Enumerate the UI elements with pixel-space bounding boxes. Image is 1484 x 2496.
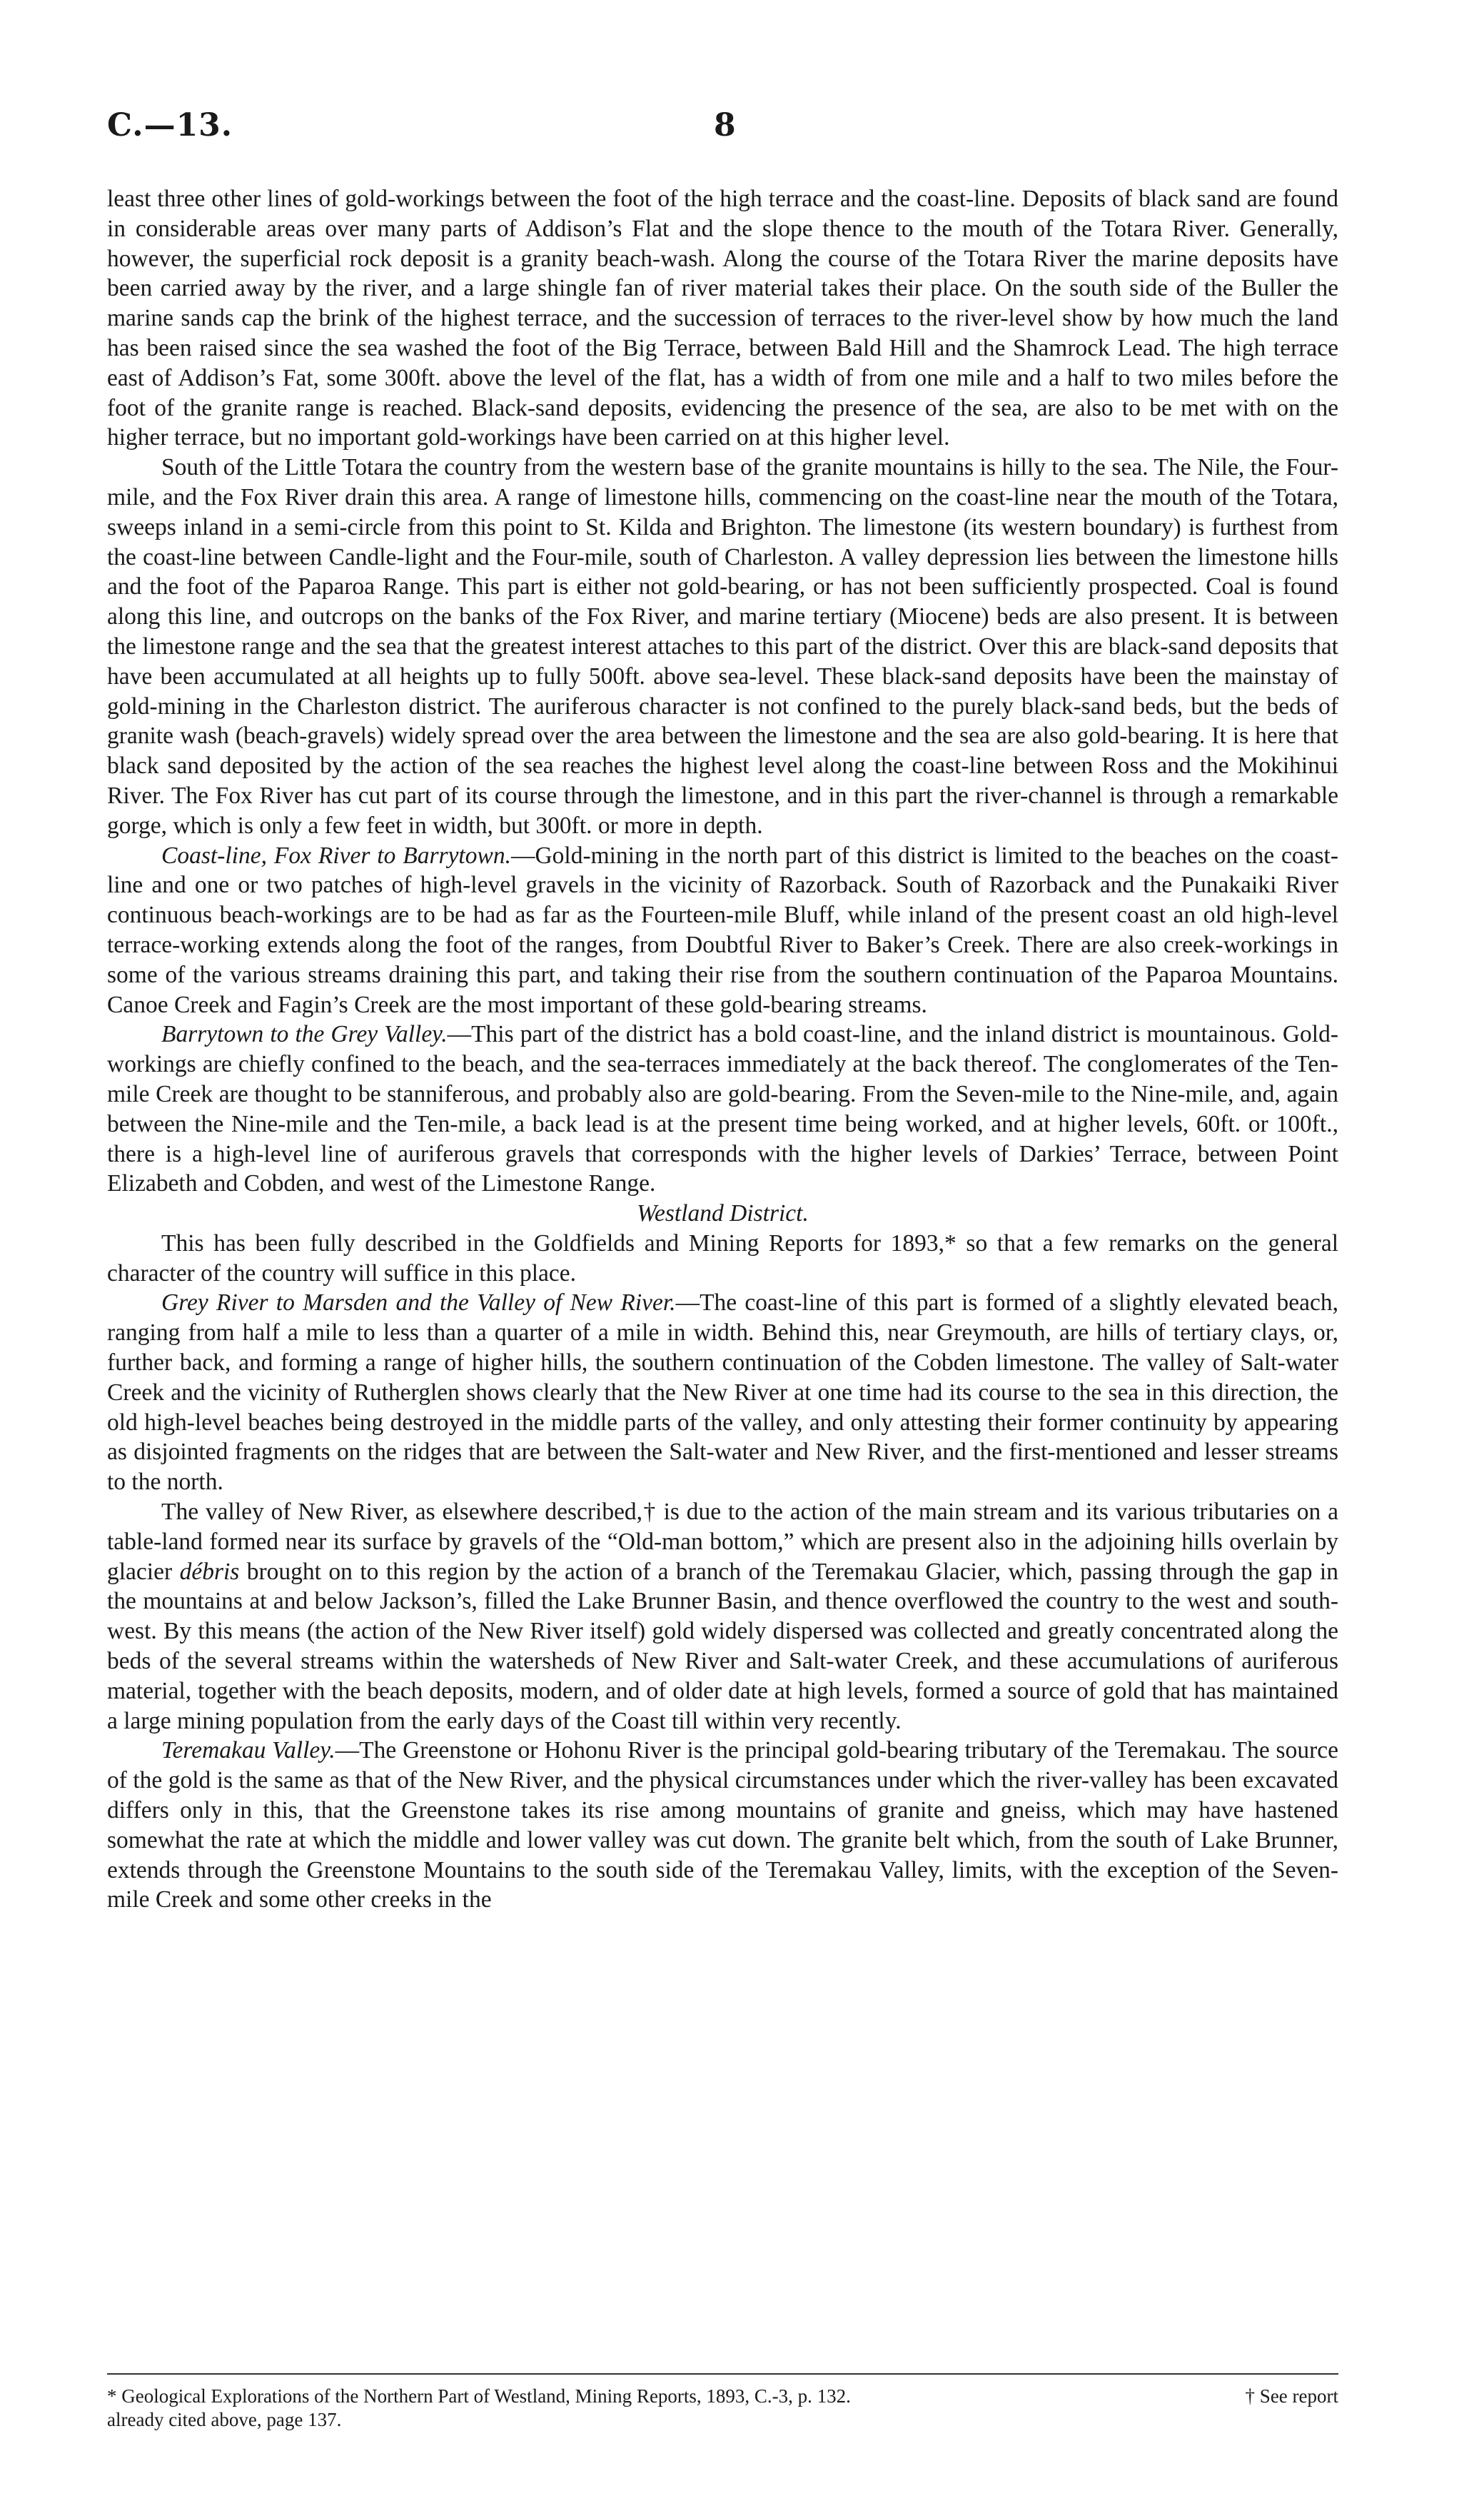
footnote-text: * Geological Explorations of the Northern Part of Westland, Mining Reports, 1893, C.-3, p. 132.: [107, 2385, 851, 2407]
paragraph-text: —Gold-mining in the north part of this district is limited to the beaches on the coast-line and one or two patches of high-level gravels in the vicinity of Razorback. South of Razorback and the Punakaiki River continuous beach-workings are to be had as far as the Fourteen-mile Bluff, while inland of the present coast an old high-level terrace-working extends along the foot of the ranges, from Doubtful River to Baker’s Creek. There are also creek-workings in some of the various streams draining this part, and taking their rise from the southern continuation of the Paparoa Mountains. Canoe Creek and Fagin’s Creek are the most important of these gold-bearing streams.: [107, 842, 1338, 1018]
paragraph-text: brought on to this region by the action of a branch of the Teremakau Glacier, which, passing through the gap in the mountains at and below Jackson’s, filled the Lake Brunner Basin, and thence overflowed the country to the west and south-west. By this means (the action of the New River itself) gold widely dispersed was collected and greatly concentrated along the beds of the several streams within the watersheds of New River and Salt-water Creek, and these accumulations of auriferous material, together with the beach deposits, modern, and of older date at high levels, formed a source of gold that has maintained a large mining population from the early days of the Coast till within very recently.: [107, 1558, 1338, 1734]
paragraph-text: —This part of the district has a bold coast-line, and the inland district is mountainous. Gold-workings are chiefly confined to the beach, and the sea-terraces immediately at the back thereof. The conglomerates of the Ten-mile Creek are thought to be stanniferous, and probably also are gold-bearing. From the Seven-mile to the Nine-mile, and, again between the Nine-mile and the Ten-mile, a back lead is at the present time being worked, and at higher levels, 60ft. or 100ft., there is a high-level line of auriferous gravels that corresponds with the higher levels of Darkies’ Terrace, between Point Elizabeth and Cobden, and west of the Limestone Range.: [107, 1021, 1338, 1197]
body-text: [107, 184, 1338, 1915]
page-number: 8: [714, 107, 736, 144]
paragraph: This has been fully described in the Goldfields and Mining Reports for 1893,* so that a few remarks on the general character of the country will suffice in this place.: [107, 1229, 1338, 1287]
paragraph: [107, 1288, 1338, 1497]
footnote-divider: [107, 2373, 1338, 2375]
paragraph: [107, 1020, 1338, 1199]
paragraph-heading: Teremakau Valley.: [161, 1737, 335, 1764]
footnote-text: already cited above, page 137.: [107, 2409, 342, 2430]
section-title: Westland District.: [637, 1200, 809, 1227]
footnote: [107, 2408, 1338, 2432]
document-reference: C.—13.: [107, 107, 233, 144]
paragraph: least three other lines of gold-workings between the foot of the high terrace and the coast-line. Deposits of black sand are found in considerable areas over many parts of Addison’s Flat and the slope thence to the mouth of the Totara River. Generally, however, the superficial rock deposit is a granity beach-wash. Along the course of the Totara River the marine deposits have been carried away by the river, and a large shingle fan of river material takes their place. On the south side of the Buller the marine sands cap the brink of the highest terrace, and the succession of terraces to the river-level show by how much the land has been raised since the sea washed the foot of the Big Terrace, between Bald Hill and the Shamrock Lead. The high terrace east of Addison’s Fat, some 300ft. above the level of the flat, has a width of from one mile and a half to two miles before the foot of the granite range is reached. Black-sand deposits, evidencing the presence of the sea, are also to be met with on the higher terrace, but no important gold-workings have been carried on at this higher level.: [107, 186, 1338, 451]
paragraph: [107, 1497, 1338, 1736]
page-header: [107, 107, 1338, 157]
paragraph-text: —The Greenstone or Hohonu River is the principal gold-bearing tributary of the Teremakau. The source of the gold is the same as that of the New River, and the physical circumstances under which the river-valley has been excavated differs only in this, that the Greenstone takes its rise among mountains of granite and gneiss, which may have hastened somewhat the rate at which the middle and lower valley was cut down. The granite belt which, from the south of Lake Brunner, extends through the Greenstone Mountains to the south side of the Teremakau Valley, limits, with the exception of the Seven-mile Creek and some other creeks in the: [107, 1737, 1338, 1913]
footnote: [107, 2385, 1338, 2408]
paragraph: [107, 1736, 1338, 1915]
footnote-text: † See report: [1245, 2385, 1338, 2407]
paragraph: South of the Little Totara the country from the western base of the granite mountains is hilly to the sea. The Nile, the Four-mile, and the Fox River drain this area. A range of limestone hills, commencing on the coast-line near the mouth of the Totara, sweeps inland in a semi-circle from this point to St. Kilda and Brighton. The limestone (its western boundary) is furthest from the coast-line between Candle-light and the Four-mile, south of Charleston. A valley depression lies between the limestone hills and the foot of the Paparoa Range. This part is either not gold-bearing, or has not been sufficiently prospected. Coal is found along this line, and outcrops on the banks of the Fox River, and marine tertiary (Miocene) beds are also present. It is between the limestone range and the sea that the greatest interest attaches to this part of the district. Over this are black-sand deposits that have been accumulated at all heights up to fully 500ft. above sea-level. These black-sand deposits have been the mainstay of gold-mining in the Charleston district. The auriferous character is not confined to the purely black-sand beds, but the beds of granite wash (beach-gravels) widely spread over the area between the limestone and the sea are also gold-bearing. It is here that black sand deposited by the action of the sea reaches the highest level along the coast-line between Ross and the Mokihinui River. The Fox River has cut part of its course through the limestone, and in this part the river-channel is through a remarkable gorge, which is only a few feet in width, but 300ft. or more in depth.: [107, 454, 1338, 839]
paragraph: [107, 841, 1338, 1020]
italic-term: débris: [179, 1558, 240, 1585]
paragraph-text: —The coast-line of this part is formed of a slightly elevated beach, ranging from half a mile to less than a quarter of a mile in width. Behind this, near Greymouth, are hills of tertiary clays, or, further back, and forming a range of higher hills, the southern continuation of the Cobden limestone. The valley of Salt-water Creek and the vicinity of Rutherglen shows clearly that the New River at one time had its course to the sea in this direction, the old high-level beaches being destroyed in the middle parts of the valley, and only attesting their former continuity by appearing as disjointed fragments on the ridges that are between the Salt-water and New River, and the first-mentioned and lesser streams to the north.: [107, 1289, 1338, 1496]
footnotes: [107, 2385, 1338, 2432]
paragraph-heading: Grey River to Marsden and the Valley of New River.: [161, 1289, 676, 1317]
document-page: [107, 107, 1338, 2442]
paragraph-text: The valley of New River, as elsewhere described,† is due to the action of the main stream and its various tributaries on a table-land formed near its surface by gravels of the “Old-man bottom,” which are present also in the adjoining hills overlain by glacier: [107, 1499, 1338, 1585]
paragraph-heading: Barrytown to the Grey Valley.: [161, 1021, 448, 1048]
paragraph-heading: Coast-line, Fox River to Barrytown.: [161, 842, 511, 869]
